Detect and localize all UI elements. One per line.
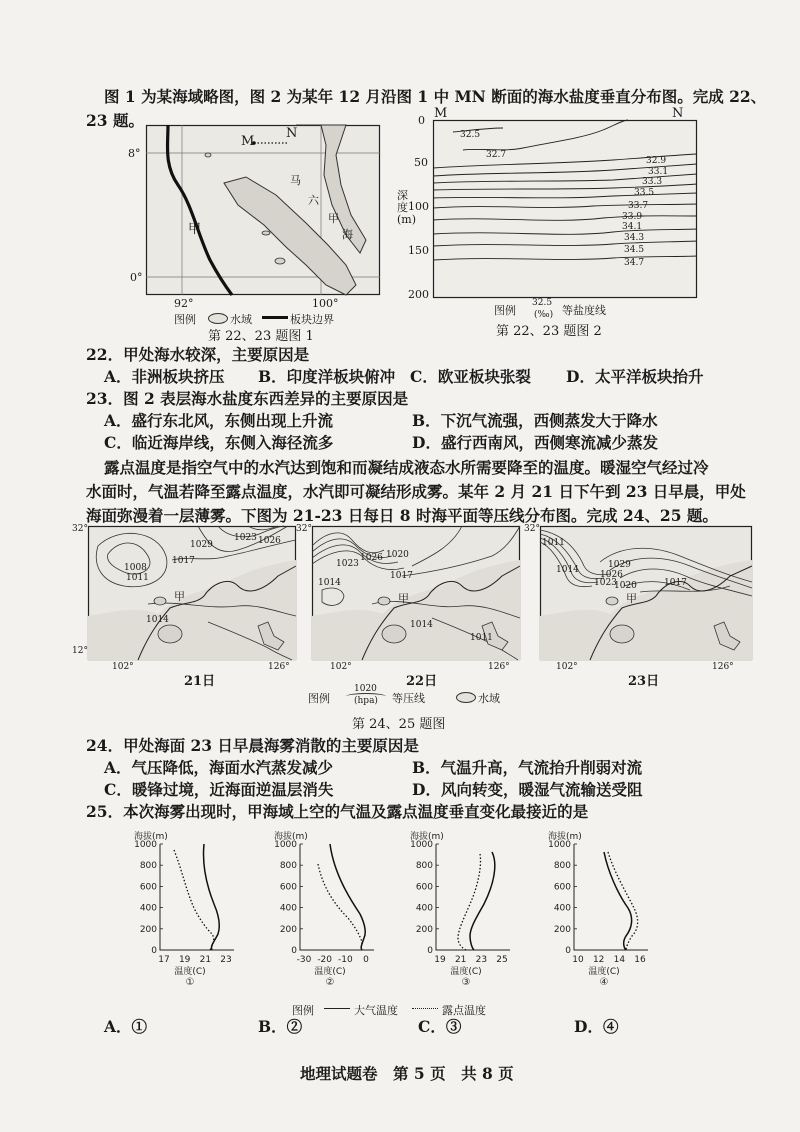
y-axis-label: 海拔(m) xyxy=(548,832,582,842)
map23-isobar-1020: 1020 xyxy=(614,581,637,591)
x-tick-label: 23 xyxy=(475,955,488,965)
map23-isobar-1023: 1023 xyxy=(594,578,617,588)
q22-stem: 22．甲处海水较深，主要原因是 xyxy=(86,345,310,364)
x-tick-label: 19 xyxy=(178,955,191,965)
x-axis-label: 温度(C) xyxy=(588,967,620,977)
intro2-line1: 露点温度是指空气中的水汽达到饱和而凝结成液态水所需要降至的温度。暖湿空气经过冷 xyxy=(104,458,709,477)
iso-32-5: 32.5 xyxy=(460,130,481,140)
map22-isobar-1020: 1020 xyxy=(386,550,409,560)
x-axis-label: 温度(C) xyxy=(314,967,346,977)
q23-option-b[interactable]: B．下沉气流强，西侧蒸发大于降水 xyxy=(412,411,658,430)
map22-day: 22日 xyxy=(406,674,438,689)
intro-text-line1: 图 1 为某海域略图，图 2 为某年 12 月沿图 1 中 MN 断面的海水盐度垂直分布图。完成 22、 xyxy=(104,87,767,106)
y-tick-label: 0 xyxy=(291,946,297,956)
y-tick-label: 200 xyxy=(139,924,157,935)
figure1-map xyxy=(146,125,380,295)
y-tick-label: 600 xyxy=(139,882,157,893)
y-tick-label: 400 xyxy=(139,903,157,914)
fig2-ylabel: 深度(m) xyxy=(397,189,417,226)
y-tick-label: 800 xyxy=(553,861,571,872)
y-tick-label: 1000 xyxy=(134,840,157,850)
map22-isobar-1011: 1011 xyxy=(470,633,493,643)
q22-option-d[interactable]: D．太平洋板块抬升 xyxy=(566,367,704,386)
q24-stem: 24．甲处海面 23 日早晨海雾消散的主要原因是 xyxy=(86,736,419,755)
x-tick-label: -20 xyxy=(317,955,333,965)
y-tick-label: 200 xyxy=(553,924,571,935)
x-tick-label: 25 xyxy=(496,955,508,965)
map21-lat-top: 32° xyxy=(72,524,88,534)
intro2-line2: 水面时，气温若降至露点温度，水汽即可凝结形成雾。某年 2 月 21 日下午到 23 日早晨，甲处 xyxy=(86,482,746,501)
map23-lat-top: 32° xyxy=(524,524,540,534)
fig2-legend-title: 图例 xyxy=(494,304,516,317)
fig1-lat-8: 8° xyxy=(128,147,141,160)
maps-legend-sample: 1020 xyxy=(354,684,377,694)
map23-lon-left: 102° xyxy=(556,662,578,672)
map23-isobar-1026: 1026 xyxy=(600,570,623,580)
fig2-label-m: M xyxy=(434,106,448,121)
q24-option-b[interactable]: B．气温升高，气流抬升削弱对流 xyxy=(412,758,643,777)
iso-34-1: 34.1 xyxy=(622,222,643,232)
x-tick-label: 0 xyxy=(363,955,369,965)
fig1-label-jia2: 甲 xyxy=(328,212,339,225)
x-tick-label: 16 xyxy=(634,955,646,965)
x-tick-label: -10 xyxy=(337,955,353,965)
iso-33-3: 33.3 xyxy=(642,177,663,187)
fig1-label-n: N xyxy=(286,126,298,141)
fig1-label-hai: 海 xyxy=(342,228,353,241)
x-axis-label: 温度(C) xyxy=(174,967,206,977)
air-temperature-line xyxy=(203,844,219,950)
fig1-legend-title: 图例 xyxy=(174,313,196,326)
profile-number: ④ xyxy=(599,977,609,988)
fig1-label-m: M xyxy=(241,134,255,149)
map21-label-jia: 甲 xyxy=(174,590,185,603)
profile-axes xyxy=(160,844,234,950)
y-tick-label: 200 xyxy=(415,924,433,935)
map22-isobar-1023: 1023 xyxy=(336,559,359,569)
profile-chart-4 xyxy=(544,830,654,988)
air-temperature-line xyxy=(330,844,365,950)
map21-isobar-1023: 1023 xyxy=(234,533,257,543)
dew-point-legend-icon xyxy=(412,1008,438,1009)
y-axis-label: 海拔(m) xyxy=(134,832,168,842)
y-tick-label: 0 xyxy=(565,946,571,956)
fig1-legend-plate: 板块边界 xyxy=(290,313,334,326)
map22-isobar-1017: 1017 xyxy=(390,571,413,581)
profile-chart-2 xyxy=(270,830,380,988)
fig2-depth-0: 0 xyxy=(418,114,425,127)
map22-isobar-1026: 1026 xyxy=(360,553,383,563)
q23-option-d[interactable]: D．盛行西南风，西侧寒流减少蒸发 xyxy=(412,433,658,452)
fig1-lon-100: 100° xyxy=(312,297,339,310)
air-temp-legend-icon xyxy=(324,1008,350,1009)
fig2-caption: 第 22、23 题图 2 xyxy=(496,324,602,339)
q22-option-c[interactable]: C．欧亚板块张裂 xyxy=(410,367,531,386)
iso-33-5: 33.5 xyxy=(634,188,655,198)
map23-isobar-1011: 1011 xyxy=(542,538,565,548)
maps-legend-title: 图例 xyxy=(308,692,330,705)
x-axis-label: 温度(C) xyxy=(450,967,482,977)
fig2-depth-50: 50 xyxy=(414,156,428,169)
map21-isobar-1014: 1014 xyxy=(146,615,169,625)
fig2-depth-200: 200 xyxy=(408,288,429,301)
profile-number: ① xyxy=(185,977,195,988)
iso-33-1: 33.1 xyxy=(648,167,669,177)
profile-legend-title: 图例 xyxy=(292,1004,314,1017)
profile-axes xyxy=(436,844,510,950)
map21-isobar-1017: 1017 xyxy=(172,556,195,566)
maps-caption: 第 24、25 题图 xyxy=(352,717,446,732)
fig1-label-ma: 马 xyxy=(290,174,301,187)
x-tick-label: 14 xyxy=(613,955,626,965)
q25-option-c[interactable]: C．③ xyxy=(418,1017,462,1036)
q24-option-c[interactable]: C．暖锋过境，近海面逆温层消失 xyxy=(104,780,334,799)
y-tick-label: 800 xyxy=(279,861,297,872)
dew-point-line xyxy=(174,850,214,950)
map21-isobar-1008: 1008 xyxy=(124,563,147,573)
map22-lon-left: 102° xyxy=(330,662,352,672)
fig1-legend-water: 水域 xyxy=(230,313,252,326)
map21-isobar-1011: 1011 xyxy=(126,573,149,583)
q25-option-a[interactable]: A．① xyxy=(104,1017,148,1036)
intro-text-line2: 23 题。 xyxy=(86,111,144,130)
fig2-label-n: N xyxy=(672,106,684,121)
fig2-depth-150: 150 xyxy=(408,244,429,257)
fig2-legend-text: 等盐度线 xyxy=(562,304,606,317)
fig1-lat-0: 0° xyxy=(130,271,143,284)
y-axis-label: 海拔(m) xyxy=(410,832,444,842)
fig1-lon-92: 92° xyxy=(174,297,194,310)
map23-label-jia: 甲 xyxy=(626,592,637,605)
y-tick-label: 1000 xyxy=(548,840,571,850)
map23-isobar-1017: 1017 xyxy=(664,578,687,588)
air-temperature-line xyxy=(470,852,495,950)
profile-axes xyxy=(300,844,374,950)
iso-33-7: 33.7 xyxy=(628,201,649,211)
iso-34-7: 34.7 xyxy=(624,258,645,268)
q22-option-a[interactable]: A．非洲板块挤压 xyxy=(104,367,225,386)
y-tick-label: 800 xyxy=(415,861,433,872)
figure2-section xyxy=(433,120,697,298)
q23-option-a[interactable]: A．盛行东北风，东侧出现上升流 xyxy=(104,411,334,430)
fig2-legend-sample: 32.5 xyxy=(532,298,553,308)
map22-isobar-1014a: 1014 xyxy=(318,578,341,588)
intro2-line3: 海面弥漫着一层薄雾。下图为 21-23 日每日 8 时海平面等压线分布图。完成 24、25 题。 xyxy=(86,506,718,525)
y-tick-label: 200 xyxy=(279,924,297,935)
fig1-label-jia: 甲 xyxy=(188,222,202,237)
map21-lon-right: 126° xyxy=(268,662,290,672)
maps-legend-water: 水域 xyxy=(478,692,500,705)
pressure-map-23 xyxy=(540,526,752,660)
isobar-legend-icon xyxy=(346,693,386,700)
water-legend-icon-2 xyxy=(456,692,476,703)
q25-option-d[interactable]: D．④ xyxy=(574,1017,619,1036)
q24-option-a[interactable]: A．气压降低，海面水汽蒸发减少 xyxy=(104,758,334,777)
map22-lat-top: 32° xyxy=(296,524,312,534)
map21-day: 21日 xyxy=(184,674,216,689)
q24-option-d[interactable]: D．风向转变，暖湿气流输送受阻 xyxy=(412,780,643,799)
x-tick-label: 21 xyxy=(454,955,467,965)
x-tick-label: 21 xyxy=(199,955,212,965)
x-tick-label: 23 xyxy=(220,955,232,965)
fig2-legend-unit: (‰) xyxy=(534,310,554,320)
iso-32-7: 32.7 xyxy=(486,150,507,160)
map23-day: 23日 xyxy=(628,674,660,689)
y-tick-label: 400 xyxy=(553,903,571,914)
iso-33-9: 33.9 xyxy=(622,212,643,222)
iso-34-5: 34.5 xyxy=(624,245,645,255)
y-axis-label: 海拔(m) xyxy=(274,832,308,842)
fig1-label-liu: 六 xyxy=(308,194,319,207)
profile-legend-dew: 露点温度 xyxy=(442,1004,486,1017)
x-tick-label: 19 xyxy=(434,955,446,965)
y-tick-label: 400 xyxy=(279,903,297,914)
profile-axes xyxy=(574,844,648,950)
dew-point-line xyxy=(608,852,638,950)
map21-isobar-1029: 1029 xyxy=(190,540,213,550)
maps-legend-unit: (hpa) xyxy=(354,696,378,706)
x-tick-label: 12 xyxy=(592,955,605,965)
map23-isobar-1029: 1029 xyxy=(608,560,631,570)
y-tick-label: 0 xyxy=(151,946,157,956)
profile-chart-1 xyxy=(130,830,240,988)
map23-isobar-1014: 1014 xyxy=(556,565,579,575)
q25-option-b[interactable]: B．② xyxy=(258,1017,303,1036)
y-tick-label: 400 xyxy=(415,903,433,914)
q22-option-b[interactable]: B．印度洋板块俯冲 xyxy=(258,367,396,386)
y-tick-label: 1000 xyxy=(410,840,433,850)
q23-option-c[interactable]: C．临近海岸线，东侧入海径流多 xyxy=(104,433,334,452)
fig1-caption: 第 22、23 题图 1 xyxy=(208,329,314,344)
map22-isobar-1014b: 1014 xyxy=(410,620,433,630)
iso-34-3: 34.3 xyxy=(624,233,645,243)
x-tick-label: 17 xyxy=(158,955,170,965)
maps-legend-isobar: 等压线 xyxy=(392,692,425,705)
dew-point-line xyxy=(458,854,481,950)
dew-point-line xyxy=(318,864,362,950)
y-tick-label: 0 xyxy=(427,946,433,956)
profile-chart-3 xyxy=(406,830,516,988)
y-tick-label: 800 xyxy=(139,861,157,872)
y-tick-label: 600 xyxy=(415,882,433,893)
page-footer: 地理试题卷 第 5 页 共 8 页 xyxy=(300,1064,514,1083)
map21-lat-bot: 12° xyxy=(72,646,88,656)
map23-lon-right: 126° xyxy=(712,662,734,672)
y-tick-label: 600 xyxy=(553,882,571,893)
fig2-depth-100: 100 xyxy=(408,200,429,213)
y-tick-label: 1000 xyxy=(274,840,297,850)
map22-label-jia: 甲 xyxy=(398,592,409,605)
map21-isobar-1026: 1026 xyxy=(258,536,281,546)
q25-stem: 25．本次海雾出现时，甲海域上空的气温及露点温度垂直变化最接近的是 xyxy=(86,802,589,821)
q23-stem: 23．图 2 表层海水盐度东西差异的主要原因是 xyxy=(86,389,409,408)
map22-lon-right: 126° xyxy=(488,662,510,672)
air-temperature-line xyxy=(604,852,632,950)
x-tick-label: -30 xyxy=(296,955,312,965)
plate-boundary-legend-icon xyxy=(262,316,288,319)
iso-32-9: 32.9 xyxy=(646,156,667,166)
x-tick-label: 10 xyxy=(572,955,584,965)
profile-number: ③ xyxy=(461,977,471,988)
water-legend-icon xyxy=(208,313,228,324)
y-tick-label: 600 xyxy=(279,882,297,893)
map21-lon-left: 102° xyxy=(112,662,134,672)
profile-legend-air: 大气温度 xyxy=(354,1004,398,1017)
profile-number: ② xyxy=(325,977,335,988)
